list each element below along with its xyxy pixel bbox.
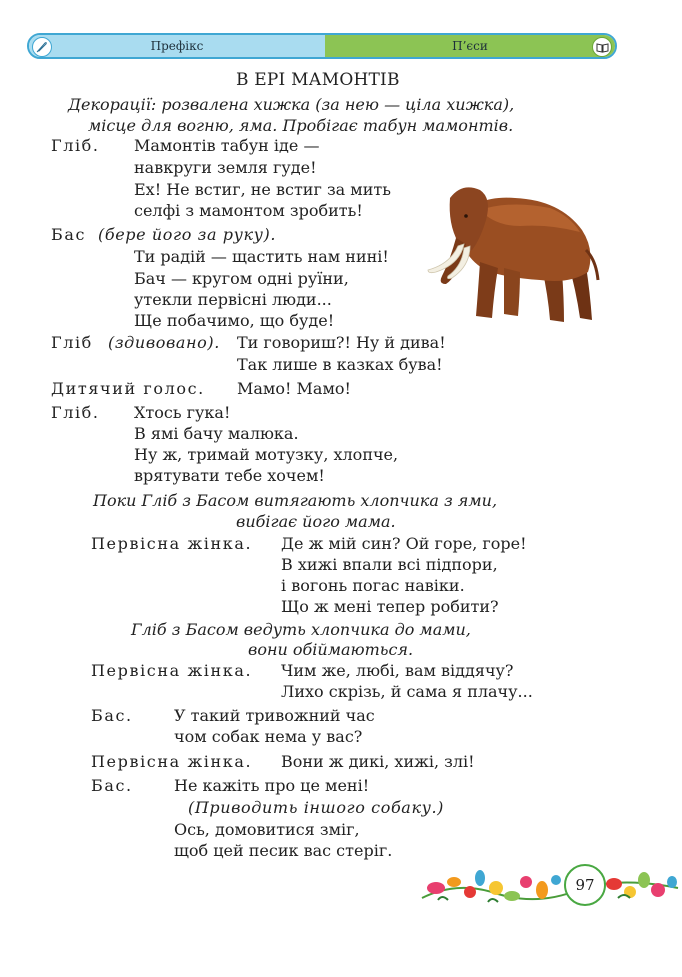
verse-line: Ти говориш?! Ну й дива! [237, 333, 446, 352]
verse-line: Лихо скрізь, й сама я плачу... [281, 682, 533, 701]
verse-line: селфі з мамонтом зробить! [134, 201, 363, 220]
stage-direction: (бере його за руку). [98, 225, 277, 244]
verse-line: Хтось гука! [134, 403, 231, 422]
verse-line: Так лише в казках бува! [237, 355, 443, 374]
verse-line: Ти радій — щастить нам нині! [134, 247, 389, 266]
verse-line: Що ж мені тепер робити? [281, 597, 499, 616]
verse-line: У такий тривожний час [174, 706, 375, 725]
header-plays-label: П’єси [452, 39, 488, 53]
stage-direction-2: Гліб з Басом ведуть хлопчика до мами, [131, 620, 471, 639]
speaker-primitive-woman: Первісна жінка. [91, 752, 253, 771]
verse-line: утекли первісні люди... [134, 290, 332, 309]
open-book-icon [592, 37, 612, 57]
speaker-child-voice: Дитячий голос. [51, 379, 205, 398]
stage-direction: (здивовано). [108, 333, 220, 352]
speaker-bas: Бас [51, 225, 87, 244]
stage-direction-2: вони обіймаються. [248, 640, 414, 659]
feather-pen-icon [32, 37, 52, 57]
stage-direction-1: вибігає його мама. [236, 512, 396, 531]
verse-line: Не кажіть про це мені! [174, 776, 370, 795]
verse-line: Ось, домовитися зміг, [174, 820, 360, 839]
speaker-gleb: Гліб. [51, 403, 100, 422]
verse-line: Чим же, любі, вам віддячу? [281, 661, 514, 680]
page-number: 97 [564, 864, 606, 906]
page-title: В ЕРІ МАМОНТІВ [236, 70, 400, 90]
speaker-gleb: Гліб. [51, 136, 100, 155]
verse-line: врятувати тебе хочем! [134, 466, 325, 485]
intro-line-1: Декорації: розвалена хижка (за нею — ціла хижка), [68, 95, 515, 114]
verse-line: Ну ж, тримай мотузку, хлопче, [134, 445, 399, 464]
mammoth-illustration [420, 180, 605, 330]
verse-line: В хижі впали всі підпори, [281, 555, 498, 574]
verse-line: Вони ж дикі, хижі, злі! [281, 752, 475, 771]
verse-line: навкруги земля гуде! [134, 158, 317, 177]
header-bar [27, 33, 617, 59]
floral-ornament [418, 860, 682, 910]
header-section-prefix [29, 35, 325, 57]
stage-direction: (Приводить іншого собаку.) [188, 798, 445, 817]
verse-line: чом собак нема у вас? [174, 727, 363, 746]
intro-line-2: місце для вогню, яма. Пробігає табун мамонтів. [88, 116, 514, 135]
verse-line: Мамонтів табун іде — [134, 136, 320, 155]
speaker-bas: Бас. [91, 706, 133, 725]
speaker-primitive-woman: Первісна жінка. [91, 661, 253, 680]
verse-line: Бач — кругом одні руїни, [134, 269, 349, 288]
verse-line: щоб цей песик вас стеріг. [174, 841, 393, 860]
speaker-gleb: Гліб [51, 333, 93, 352]
verse-line: В ямі бачу малюка. [134, 424, 299, 443]
header-section-plays [325, 35, 615, 57]
verse-line: Де ж мій син? Ой горе, горе! [281, 534, 527, 553]
verse-line: Ще побачимо, що буде! [134, 311, 335, 330]
verse-line: Ех! Не встиг, не встиг за мить [134, 180, 391, 199]
speaker-bas: Бас. [91, 776, 133, 795]
verse-line: і вогонь погас навіки. [281, 576, 465, 595]
verse-line: Мамо! Мамо! [237, 379, 351, 398]
stage-direction-1: Поки Гліб з Басом витягають хлопчика з ями, [93, 491, 498, 510]
speaker-primitive-woman: Первісна жінка. [91, 534, 253, 553]
header-prefix-label: Префікс [150, 39, 204, 53]
